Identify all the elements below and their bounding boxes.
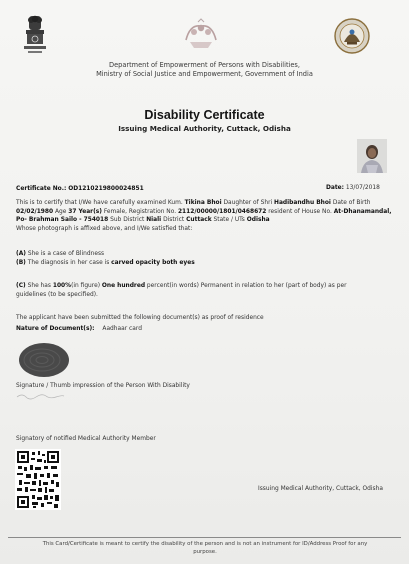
sub-district: Niali — [146, 217, 162, 224]
text-segment: Age — [53, 208, 69, 215]
national-emblem-icon — [20, 14, 50, 58]
text-segment: resident of House No. — [266, 208, 334, 215]
item-a-text: She is a case of Blindness — [25, 251, 105, 257]
state: Odisha — [246, 217, 270, 224]
district: Cuttack — [186, 217, 212, 224]
registration-number: 2112/00000/1801/0468672 — [177, 208, 267, 215]
disability-percent-words: One hundred — [101, 283, 146, 289]
item-b-label: (B) — [16, 260, 26, 266]
age: 37 Year(s) — [68, 208, 102, 215]
item-b-text: The diagnosis in her case is — [25, 260, 112, 266]
text-segment: Daughter of Shri — [221, 200, 275, 206]
photograph-note: Whose photograph is affixed above, and I/We satisfied that: — [16, 225, 193, 232]
issuing-authority-subtitle: Issuing Medical Authority, Cuttack, Odisha — [118, 124, 291, 133]
text-segment: Sub District — [108, 217, 147, 224]
text-segment: Date of Birth — [330, 200, 371, 206]
issuing-authority-signature-label: Issuing Medical Authority, Cuttack, Odisha — [258, 486, 383, 492]
disability-percent: 100% — [52, 283, 72, 289]
certificate-number-value: OD1210219800024851 — [68, 186, 144, 192]
nature-of-documents-value: Aadhaar card — [102, 326, 142, 332]
text-segment: District — [161, 217, 187, 224]
footer-divider — [8, 537, 401, 538]
text-segment: She has — [25, 283, 53, 289]
text-segment: percent(in words) Permanent in relation to her (part of body) as per guidelines (to be specified). — [16, 283, 347, 298]
thumb-impression-icon — [18, 340, 74, 380]
date-of-birth: 02/02/1980 — [16, 208, 54, 215]
department-line-2: Ministry of Social Justice and Empowerment, Government of India — [96, 70, 313, 78]
faint-signature-icon — [16, 392, 66, 400]
address: At-Dhanamandal, Po- Brahman Sailo - 754018 — [16, 208, 392, 224]
documents-submitted-note: The applicant have been submitted the following document(s) as proof of residence — [16, 315, 264, 321]
applicant-photo — [357, 139, 387, 173]
item-c — [16, 282, 376, 299]
certification-paragraph — [16, 199, 396, 233]
authority-member-label: Signatory of notified Medical Authority Member — [16, 436, 156, 442]
nature-of-documents-label: Nature of Document(s): — [16, 326, 95, 332]
department-line-1: Department of Empowerment of Persons with Disabilities, — [109, 61, 300, 69]
department-logo-icon — [180, 18, 222, 52]
certificate-date-value: 13/07/2018 — [345, 185, 380, 191]
father-name: Hadibandhu Bhoi — [274, 200, 331, 206]
item-c-label: (C) — [16, 283, 26, 289]
text-segment: Female, Registration No. — [101, 208, 178, 215]
certificate-date-label: Date: — [326, 185, 345, 191]
thumb-impression-label: Signature / Thumb impression of the Person With Disability — [16, 383, 190, 389]
footer-note: This Card/Certificate is meant to certify the disability of the person and is not an instrument for ID/Address Proof for any purpose. — [42, 541, 368, 555]
item-b — [16, 259, 396, 268]
text-segment: This is to certify that I/We have carefully examined Kum. — [16, 200, 185, 206]
item-a-label: (A) — [16, 251, 26, 257]
diagnosis: carved opacity both eyes — [111, 260, 195, 266]
certificate-number-label: Certificate No.: — [16, 186, 67, 192]
certificate-title: Disability Certificate — [144, 108, 265, 122]
qr-code-icon — [15, 449, 61, 510]
text-segment: State / UTs — [211, 217, 247, 224]
certificate-date — [326, 185, 380, 191]
applicant-name: Tikina Bhoi — [184, 200, 222, 206]
state-seal-icon — [333, 16, 371, 56]
item-a — [16, 250, 396, 259]
nature-of-documents — [16, 326, 142, 332]
text-segment: (in figure) — [71, 283, 102, 289]
certificate-number — [16, 186, 144, 192]
